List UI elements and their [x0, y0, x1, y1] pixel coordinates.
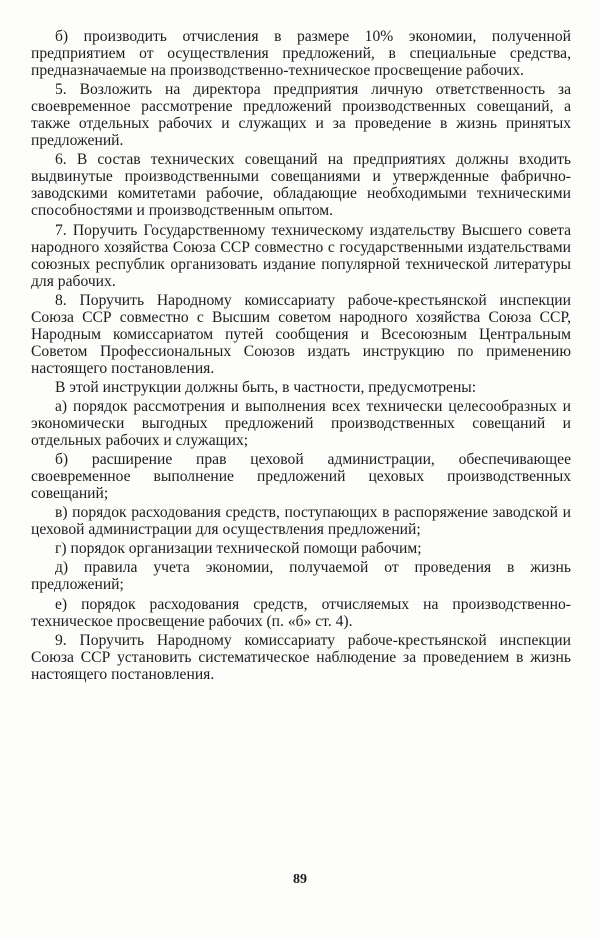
paragraph-9-supervision: 9. Поручить Народному комиссариату рабоче-крестьянской инспекции Союза ССР установить систематическое наблюдение за проведением в жизнь настоящего постановления.	[31, 631, 571, 683]
body-text	[31, 28, 571, 685]
list-item-a: а) порядок рассмотрения и выполнения всех технически целесообразных и экономически выгодных предложений производственных совещаний и отдельных рабочих и служащих;	[31, 397, 571, 450]
paragraph-5-director-responsibility: 5. Возложить на директора предприятия личную ответственность за своевременное рассмотрение предложений производственных совещаний, а также отдельных рабочих и служащих и за проведение в жизнь принятых предложений.	[31, 81, 571, 150]
list-item-b: б) расширение прав цеховой администрации, обеспечивающее своевременное выполнение предложений цеховых производственных совещаний;	[31, 451, 571, 503]
list-item-d: д) правила учета экономии, получаемой от проведения в жизнь предложений;	[31, 559, 571, 594]
page-number: 89	[293, 872, 307, 887]
list-item-e: е) порядок расходования средств, отчисляемых на производственно-техническое просвещение рабочих (п. «б» ст. 4).	[31, 595, 571, 630]
paragraph-8-instruction: 8. Поручить Народному комиссариату рабоче-крестьянской инспекции Союза ССР совместно с Высшим советом народного хозяйства Союза ССР, Народным комиссариатом путей сообщения и Всесоюзным Центральным Советом Профессиональных Союзов издать инструкцию по применению настоящего постановления.	[31, 291, 571, 377]
paragraph-6-technical-meetings: 6. В состав технических совещаний на предприятиях должны входить выдвинутые производственными совещаниями и утвержденные фабрично-заводскими комитетами рабочие, обладающие необходимыми техническими способностями и производственным опытом.	[31, 151, 571, 220]
list-item-g: г) порядок организации технической помощи рабочим;	[55, 540, 422, 558]
list-item-v: в) порядок расходования средств, поступающих в распоряжение заводской и цеховой администрации для осуществления предложений;	[31, 504, 571, 539]
paragraph-4b-deductions: б) производить отчисления в размере 10% экономии, полученной предприятием от осуществления предложений, в специальные средства, предназначаемые на производственно-техническое просвещение рабочих.	[31, 28, 571, 80]
paragraph-instruction-intro: В этой инструкции должны быть, в частности, предусмотрены:	[55, 378, 477, 396]
paragraph-7-publishing: 7. Поручить Государственному техническому издательству Высшего совета народного хозяйства Союза ССР совместно с государственными издательствами союзных республик организовать издание популярной технической литературы для рабочих.	[31, 221, 571, 290]
